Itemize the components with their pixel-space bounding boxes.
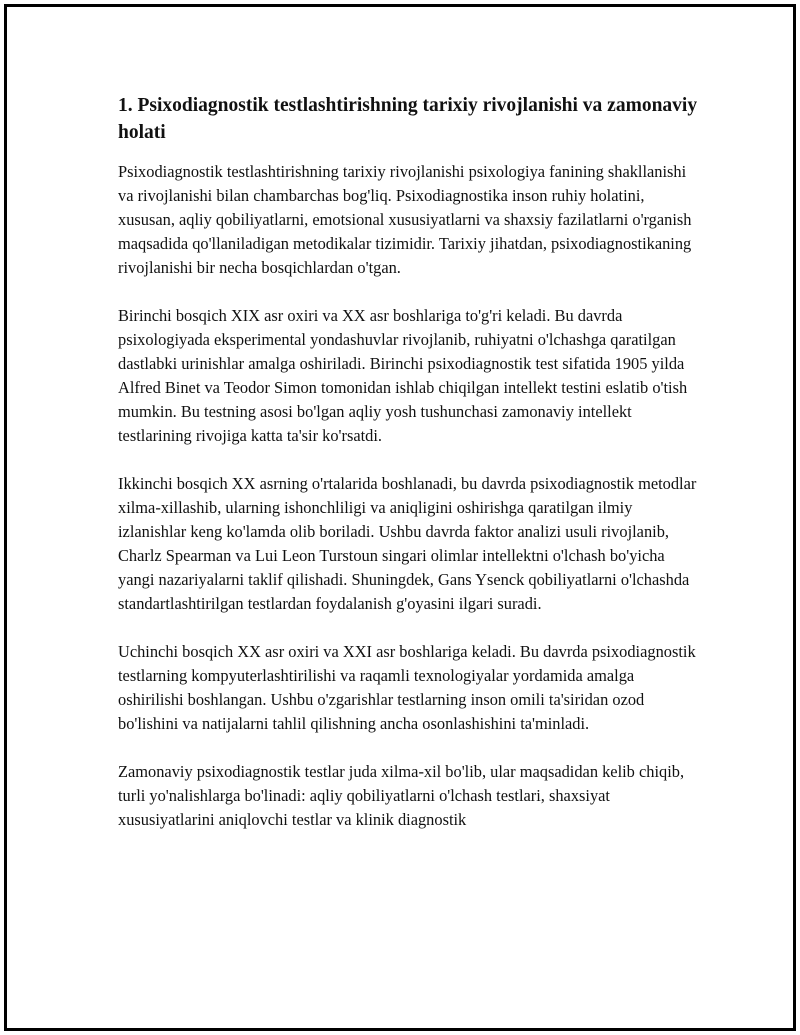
paragraph-intro: Psixodiagnostik testlashtirishning tarixiy rivojlanishi psixologiya fanining shakllanishi va rivojlanishi bilan chambarchas bog'liq. Psixodiagnostika inson ruhiy holatini, xususan, aqliy qobiliyatlarni, emotsional xususiyatlarni va shaxsiy fazilatlarni o'rganish maqsadida qo'llaniladigan metodikalar tizimidir. Tarixiy jihatdan, psixodiagnostikaning rivojlanishi bir necha bosqichlardan o'tgan. [118, 162, 692, 277]
paragraph-modern-tests: Zamonaviy psixodiagnostik testlar juda xilma-xil bo'lib, ular maqsadidan kelib chiqib, turli yo'nalishlarga bo'linadi: aqliy qobiliyatlarni o'lchash testlari, shaxsiyat xususiyatlarini aniqlovchi testlar va klinik diagnostik [118, 762, 685, 829]
paragraph-stage-two: Ikkinchi bosqich XX asrning o'rtalarida boshlanadi, bu davrda psixodiagnostik metodlar xilma-xillashib, ularning ishonchliligi va aniqligini oshirishga qaratilgan ilmiy izlanishlar keng ko'lamda olib boriladi. Ushbu davrda faktor analizi usuli rivojlanib, Charlz Spearman va Lui Leon Turstoun singari olimlar intellektni o'lchash bo'yicha yangi nazariyalarni taklif qilishadi. Shuningdek, Gans Ysenck qobiliyatlarni o'lchashda standartlashtirilgan testlardan foydalanish g'oyasini ilgari suradi. [118, 474, 697, 613]
paragraph-stage-three: Uchinchi bosqich XX asr oxiri va XXI asr boshlariga keladi. Bu davrda psixodiagnostik testlarning kompyuterlashtirilishi va raqamli texnologiyalar yordamida amalga oshirilishi boshlangan. Ushbu o'zgarishlar testlarning inson omili ta'siridan ozod bo'lishini va natijalarni tahlil qilishning ancha osonlashishini ta'minladi. [118, 642, 696, 733]
document-body [118, 92, 698, 856]
paragraph-stage-one: Birinchi bosqich XIX asr oxiri va XX asr boshlariga to'g'ri keladi. Bu davrda psixologiyada eksperimental yondashuvlar rivojlanib, ruhiyatni o'lchashga qaratilgan dastlabki urinishlar amalga oshiriladi. Birinchi psixodiagnostik test sifatida 1905 yilda Alfred Binet va Teodor Simon tomonidan ishlab chiqilgan intellekt testini eslatib o'tish mumkin. Bu testning asosi bo'lgan aqliy yosh tushunchasi zamonaviy intellekt testlarining rivojiga katta ta'sir ko'rsatdi. [118, 306, 688, 445]
section-title: 1. Psixodiagnostik testlashtirishning tarixiy rivojlanishi va zamonaviy holati [118, 95, 698, 143]
